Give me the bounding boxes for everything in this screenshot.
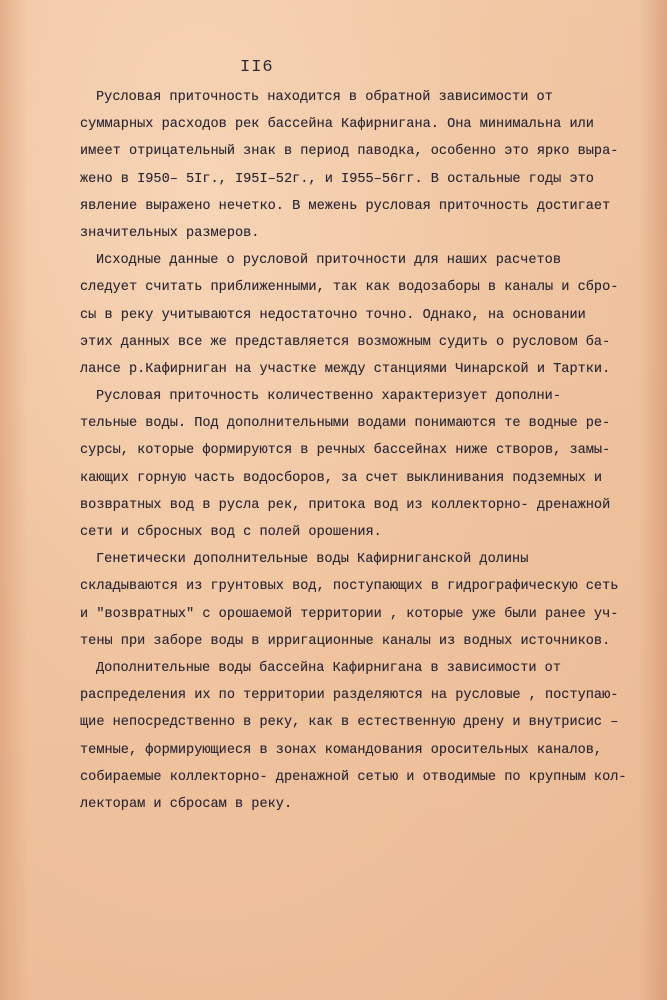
- text-line: следует считать приближенными, так как водозаборы в каналы и сбро-: [80, 280, 619, 296]
- text-line: Русловая приточность количественно характеризует дополни-: [96, 389, 561, 405]
- text-line: значительных размеров.: [80, 225, 260, 241]
- text-line: Генетически дополнительные воды Кафирниганской долины: [96, 552, 529, 568]
- text-line: тельные воды. Под дополнительными водами понимаются те водные ре-: [80, 416, 611, 432]
- text-line: сети и сбросных вод с полей орошения.: [80, 525, 382, 540]
- text-line: возвратных вод в русла рек, притока вод из коллекторно- дренажной: [80, 497, 611, 513]
- page-left-edge-shadow: [0, 0, 28, 1000]
- text-line: собираемые коллекторно- дренажной сетью и отводимые по крупным кол-: [80, 769, 627, 785]
- text-line: лансе р.Кафирниган на участке между станциями Чинарской и Тартки.: [80, 361, 611, 377]
- text-line: лекторам и сбросам в реку.: [80, 796, 293, 812]
- text-line: этих данных все же представляется возможным судить о русловом ба-: [80, 334, 611, 350]
- text-line: щие непосредственно в реку, как в естественную дрену и внутрисис –: [80, 715, 619, 731]
- text-line: и "возвратных" с орошаемой территории , которые уже были ранее уч-: [80, 606, 619, 622]
- text-line: тены при заборе воды в ирригационные каналы из водных источников.: [80, 633, 611, 649]
- body-text: [80, 84, 627, 818]
- text-line: складываются из грунтовых вод, поступающих в гидрографическую сеть: [80, 579, 619, 595]
- page-right-edge-shadow: [639, 0, 667, 1000]
- text-line: Исходные данные о русловой приточности для наших расчетов: [96, 253, 561, 269]
- text-line: явление выражено нечетко. В межень русловая приточность достигает: [80, 198, 611, 214]
- text-line: Русловая приточность находится в обратной зависимости от: [96, 90, 553, 105]
- page-number: II6: [240, 58, 274, 77]
- text-line: суммарных расходов рек бассейна Кафирнигана. Она минимальна или: [80, 117, 594, 133]
- text-line: распределения их по территории разделяются на русловые , поступаю-: [80, 688, 619, 704]
- text-line: жено в I950– 5Iг., I95I–52г., и I955–56гг. В остальные годы это: [80, 171, 594, 187]
- text-line: сурсы, которые формируются в речных бассейнах ниже створов, замы-: [80, 443, 611, 459]
- text-line: сы в реку учитываются недостаточно точно. Однако, на основании: [80, 307, 586, 323]
- text-line: темные, формирующиеся в зонах командования оросительных каналов,: [80, 742, 603, 758]
- text-line: имеет отрицательный знак в период паводка, особенно это ярко выра-: [80, 144, 619, 160]
- text-line: Дополнительные воды бассейна Кафирнигана в зависимости от: [96, 660, 561, 676]
- text-line: кающих горную часть водосборов, за счет выклинивания подземных и: [80, 470, 603, 486]
